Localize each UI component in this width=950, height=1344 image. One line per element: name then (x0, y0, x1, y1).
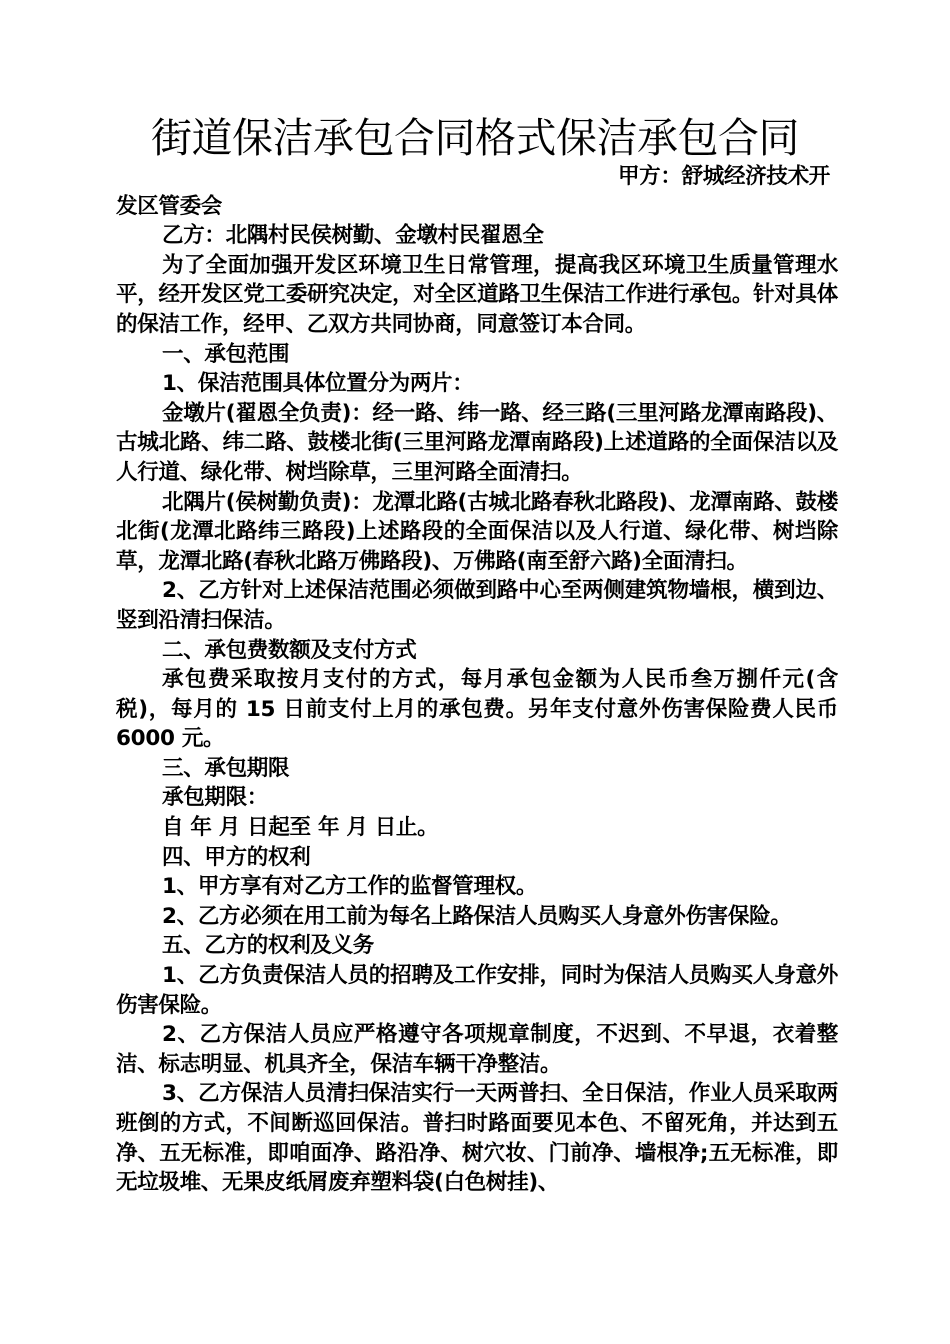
clause-party-a-2: 2、乙方必须在用工前为每名上路保洁人员购买人身意外伤害保险。 (162, 903, 792, 929)
section-heading-party-a-rights: 四、甲方的权利 (162, 844, 311, 870)
section-heading-scope: 一、承包范围 (162, 341, 290, 367)
section-heading-party-b-rights: 五、乙方的权利及义务 (162, 933, 375, 959)
document-title: 街道保洁承包合同格式保洁承包合同 (151, 114, 799, 162)
clause-beiyu-area: 北隅片(侯树勤负责)：龙潭北路(古城北路春秋北路段)、龙潭南路、鼓楼北街(龙潭北路纬三路段)上述路段的全面保洁以及人行道、绿化带、树垱除草，龙潭北路(春秋北路万佛路段)、万佛路(南至舒六路)全面清扫。 (116, 489, 838, 574)
clause-party-b-3: 3、乙方保洁人员清扫保洁实行一天两普扫、全日保洁，作业人员采取两班倒的方式，不间断巡回保洁。普扫时路面要见本色、不留死角，并达到五净、五无标准，即咱面净、路沿净、树穴妆、门前净、墙根净;五无标准，即无垃圾堆、无果皮纸屑废弃塑料袋(白色树挂)、 (116, 1081, 838, 1196)
clause-party-b-1: 1、乙方负责保洁人员的招聘及工作安排，同时为保洁人员购买人身意外伤害保险。 (116, 963, 838, 1018)
document-body (116, 162, 838, 1198)
party-b-line: 乙方：北隅村民侯树勤、金墩村民翟恩全 (162, 223, 544, 249)
clause-term-label: 承包期限： (162, 785, 269, 811)
clause-fee: 承包费采取按月支付的方式，每月承包金额为人民币叁万捌仟元(含税)，每月的 15 日前支付上月的承包费。另年支付意外伤害保险费人民币 6000 元。 (116, 667, 838, 752)
party-a-line: 甲方：舒城经济技术开 (617, 164, 830, 189)
section-heading-term: 三、承包期限 (162, 755, 290, 781)
section-heading-fee: 二、承包费数额及支付方式 (162, 637, 417, 663)
paragraph-intro: 为了全面加强开发区环境卫生日常管理，提高我区环境卫生质量管理水平，经开发区党工委研究决定，对全区道路卫生保洁工作进行承包。针对具体的保洁工作，经甲、乙双方共同协商，同意签订本合同。 (116, 252, 838, 337)
clause-scope-2: 2、乙方针对上述保洁范围必须做到路中心至两侧建筑物墙根，横到边、竖到沿清扫保洁。 (116, 578, 838, 633)
clause-party-b-2: 2、乙方保洁人员应严格遵守各项规章制度，不迟到、不早退，衣着整洁、标志明显、机具齐全，保洁车辆干净整洁。 (116, 1022, 838, 1077)
clause-jindun-area: 金墩片(翟恩全负责)：经一路、纬一路、经三路(三里河路龙潭南路段)、古城北路、纬二路、鼓楼北街(三里河路龙潭南路段)上述道路的全面保洁以及人行道、绿化带、树垱除草，三里河路全面清扫。 (116, 400, 838, 485)
clause-party-a-1: 1、甲方享有对乙方工作的监督管理权。 (162, 874, 538, 900)
party-a-continuation: 发区管委会 (116, 193, 223, 219)
clause-scope-1: 1、保洁范围具体位置分为两片： (162, 371, 474, 397)
clause-term-dates: 自 年 月 日起至 年 月 日止。 (162, 815, 439, 841)
